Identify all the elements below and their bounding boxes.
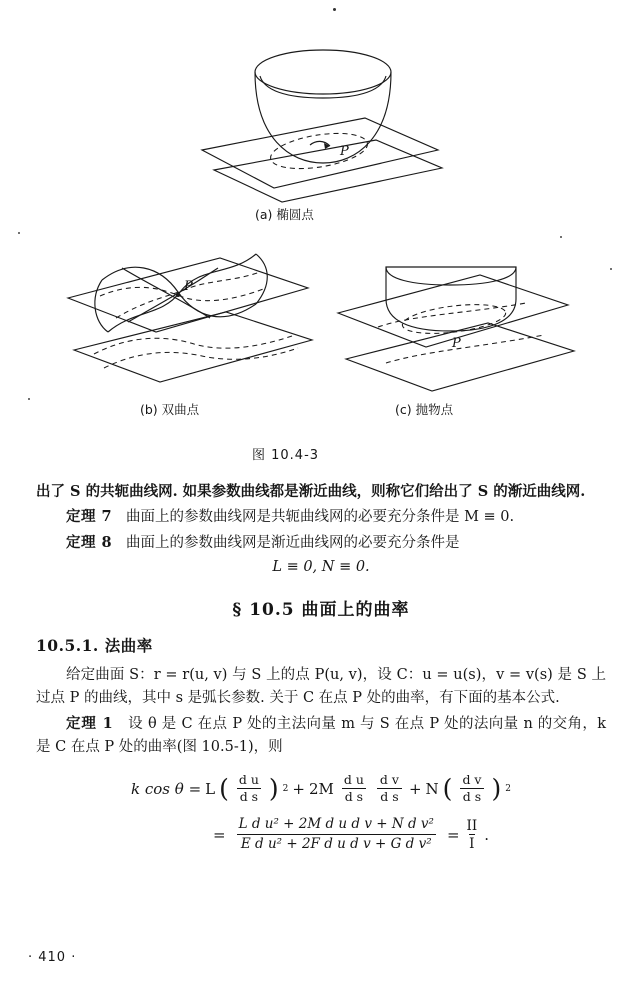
formula-line-1 (36, 773, 606, 804)
fraction-denominator: E d u² + 2F d u d v + G d v² (237, 834, 436, 853)
figure-b-caption: (b) 双曲点 (140, 402, 200, 417)
fraction-dv-ds-1 (377, 773, 402, 804)
svg-text:P: P (184, 279, 193, 294)
paren-open-1: ( (219, 773, 229, 803)
fraction-denominator: d s (237, 788, 261, 804)
theorem-1 (36, 712, 606, 759)
fraction-numerator: d u (238, 772, 259, 787)
formula-plus-2: + (408, 779, 422, 798)
fraction-denominator: d s (342, 788, 366, 804)
subsection-heading: 10.5.1. 法曲率 (36, 636, 153, 655)
fraction-numerator: d v (462, 772, 482, 787)
figure-c-parabolic-point (330, 255, 570, 385)
formula-term2-coef: 2M (308, 779, 334, 798)
fraction-numerator: L d u² + 2M d u d v + N d v² (238, 816, 434, 832)
roman-fraction-II-I (467, 818, 478, 852)
theorem-1-body: 设 θ 是 C 在点 P 处的主法向量 m 与 S 在点 P 处的法向量 n 的交角，k 是 C 在点 P 处的曲率(图 10.5-1)，则 (36, 716, 607, 755)
exponent-1: 2 (282, 783, 289, 794)
theorem-8-label: 定理 8 (66, 534, 113, 551)
fraction-denominator: d s (460, 788, 484, 804)
formula-equals-1: = (213, 825, 226, 844)
svg-text:P: P (340, 144, 349, 159)
theorem-8-formula: L ≡ 0, N ≡ 0. (272, 559, 370, 575)
formula-term3-coef: N (425, 779, 439, 798)
paragraph-conjugate-net: 出了 S 的共轭曲线网. 如果参数曲线都是渐近曲线，则称它们给出了 S 的渐近曲线网. (36, 483, 586, 500)
theorem-7 (36, 505, 606, 529)
fraction-numerator: d u (343, 772, 364, 787)
svg-text:P: P (452, 336, 461, 351)
figure-a-caption: (a) 椭圆点 (255, 207, 314, 222)
theorem-7-body: 曲面上的参数曲线网是共轭曲线网的必要充分条件是 M ≡ 0. (125, 509, 515, 525)
theorem-1-label: 定理 1 (66, 715, 114, 732)
page-number: · 410 · (28, 950, 77, 965)
exponent-2: 2 (505, 783, 511, 794)
figure-c-caption: (c) 抛物点 (395, 402, 454, 417)
section-heading: § 10.5 曲面上的曲率 (232, 600, 410, 620)
figure-group (0, 0, 640, 470)
fraction-numerator: II (466, 817, 478, 834)
formula-period: . (484, 825, 489, 844)
formula-lhs: k cos θ = (131, 779, 202, 798)
paren-open-2: ( (442, 773, 453, 803)
paren-close-1: ) (268, 773, 279, 803)
fraction-denominator: I (469, 835, 475, 852)
theorem-8-body: 曲面上的参数曲线网是渐近曲线网的必要充分条件是 (125, 535, 460, 551)
formula-term1-coef: L (205, 779, 216, 798)
fraction-denominator: d s (377, 788, 401, 804)
formula-line-2 (36, 816, 606, 853)
fraction-dv-ds-2 (459, 773, 484, 804)
formula-plus-1: + (292, 779, 305, 798)
paren-close-2: ) (491, 773, 502, 803)
theorem-7-label: 定理 7 (66, 508, 113, 525)
fraction-du-ds-2 (341, 773, 367, 804)
fraction-numerator: d v (379, 772, 399, 787)
figure-number: 图 10.4-3 (252, 448, 320, 463)
second-fundamental-over-first (235, 816, 438, 853)
body-text (36, 480, 606, 853)
figure-a-elliptic-point (190, 30, 450, 205)
figure-b-hyperbolic-point (60, 240, 310, 390)
paragraph-normal-curvature: 给定曲面 S：r = r(u, v) 与 S 上的点 P(u, v)，设 C：u = u(s)，v = v(s) 是 S 上过点 P 的曲线，其中 s 是弧长参数. 关于 C 在点 P 处的曲率，有下面的基本公式. (36, 667, 606, 706)
formula-equals-2: = (446, 825, 460, 844)
theorem-8 (36, 531, 606, 555)
fraction-du-ds-1 (236, 773, 262, 804)
display-formula (36, 773, 606, 853)
